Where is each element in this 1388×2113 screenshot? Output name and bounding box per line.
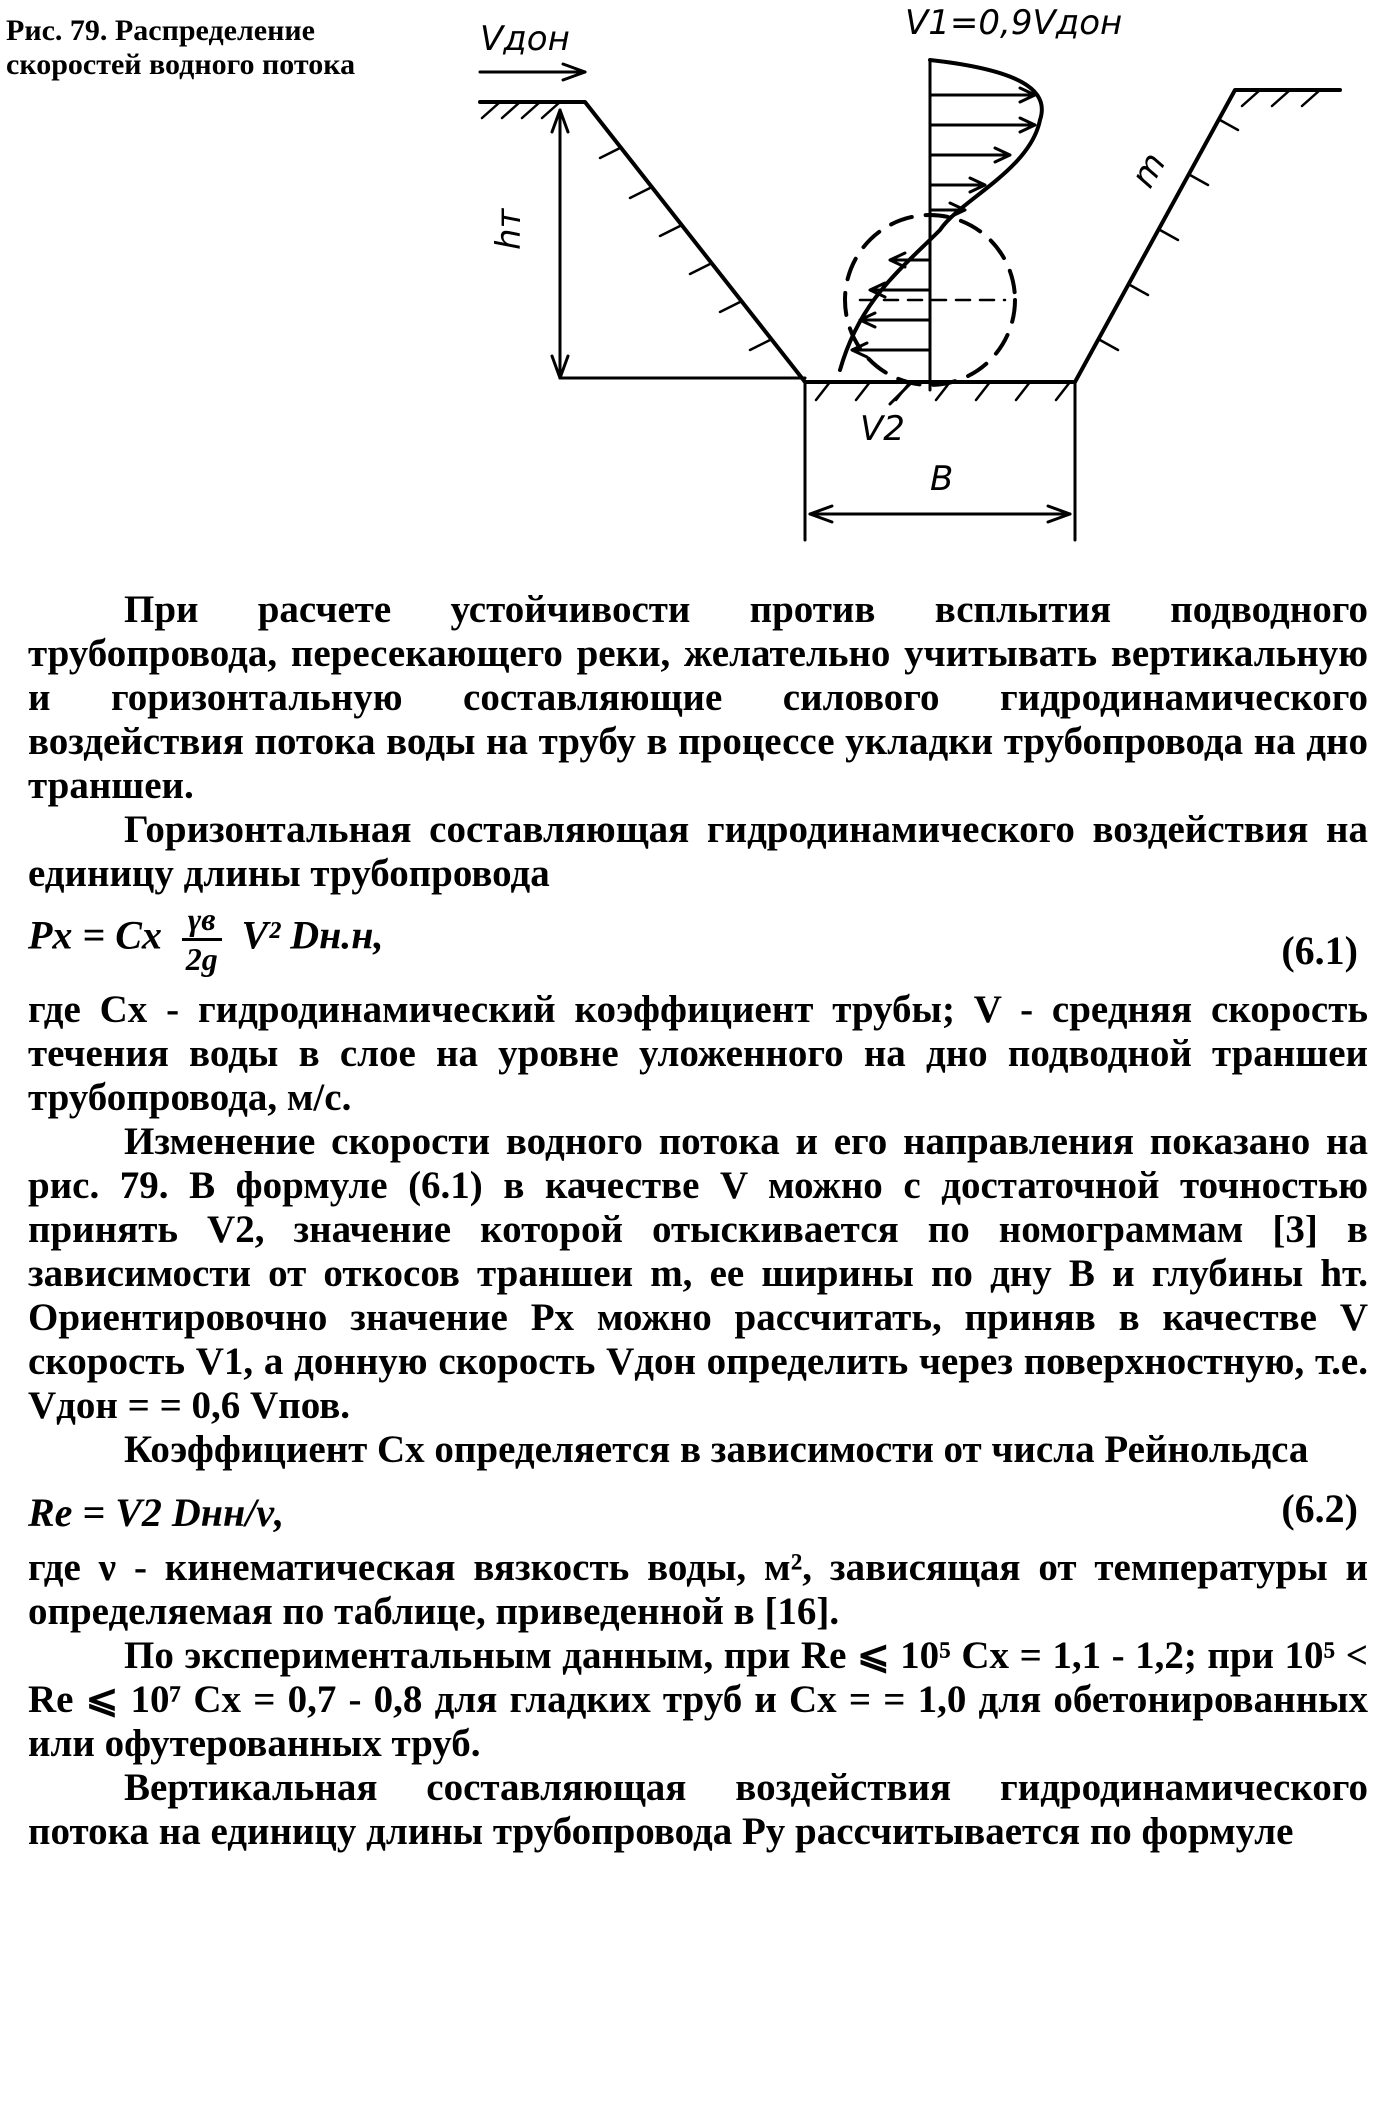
m-label: m xyxy=(1123,145,1175,195)
equation-6-1 xyxy=(28,896,1368,988)
ht-label: hт xyxy=(489,208,529,250)
paragraph-7: По экспериментальным данным, при Re ⩽ 10⁵ Cx = 1,1 - 1,2; при 10⁵ < Re ⩽ 10⁷ Cx = 0,7 - 0,8 для гладких труб и Cx = = 1,0 для обетонированных или офутерованных труб. xyxy=(28,1634,1368,1765)
eq1-frac-bottom: 2g xyxy=(185,941,218,977)
v2-label: V2 xyxy=(860,409,905,449)
v-don-label: Vдон xyxy=(480,19,570,59)
paragraph-4: Изменение скорости водного потока и его направления показано на рис. 79. В формуле (6.1) в качестве V можно с достаточной точностью принять V2, значение которой отыскивается по номограммам [3] в зависимости от откосов траншеи m, ее ширины по дну B и глубины hт. Ориентировочно значение Px можно рассчитать, приняв в качестве V скорость V1, а донную скорость Vдон определить через поверхностную, т.е. Vдон = = 0,6 Vпов. xyxy=(28,1120,1368,1427)
v1-label: V1=0,9Vдон xyxy=(905,3,1123,43)
eq1-frac-top: γв xyxy=(182,901,222,941)
figure-caption: Рис. 79. Распределение скоростей водного потока xyxy=(6,14,356,81)
eq1-number: (6.1) xyxy=(1281,928,1358,973)
trench-diagram xyxy=(460,0,1380,560)
paragraph-3: где Cx - гидродинамический коэффициент трубы; V - средняя скорость течения воды в слое на уровне уложенного на дно подводной траншеи трубопровода, м/с. xyxy=(28,988,1368,1119)
eq2-text: Re = V2 Dнн/ν, xyxy=(28,1490,285,1535)
equation-6-2 xyxy=(28,1472,1368,1546)
eq1-lhs: Px = Cx xyxy=(28,912,162,958)
paragraph-2: Горизонтальная составляющая гидродинамического воздействия на единицу длины трубопровода xyxy=(28,808,1368,895)
article-body xyxy=(28,588,1368,1854)
eq1-rhs: V² Dн.н, xyxy=(241,912,384,958)
paragraph-5: Коэффициент Cx определяется в зависимости от числа Рейнольдса xyxy=(124,1428,1309,1471)
left-bank-line xyxy=(480,90,1340,382)
eq1-fraction xyxy=(182,901,222,978)
b-label: B xyxy=(930,459,954,499)
paragraph-8: Вертикальная составляющая воздействия гидродинамического потока на единицу длины трубопровода Py рассчитывается по формуле xyxy=(28,1766,1368,1853)
paragraph-1: При расчете устойчивости против всплытия подводного трубопровода, пересекающего реки, желательно учитывать вертикальную и горизонтальную составляющие силового гидродинамического воздействия потока воды на трубу в процессе укладки трубопровода на дно траншеи. xyxy=(28,588,1368,807)
paragraph-6: где ν - кинематическая вязкость воды, м², зависящая от температуры и определяемая по таблице, приведенной в [16]. xyxy=(28,1546,1368,1633)
velocity-distribution-figure xyxy=(460,0,1380,560)
soil-hatching xyxy=(482,90,1320,400)
eq2-number: (6.2) xyxy=(1281,1486,1358,1531)
